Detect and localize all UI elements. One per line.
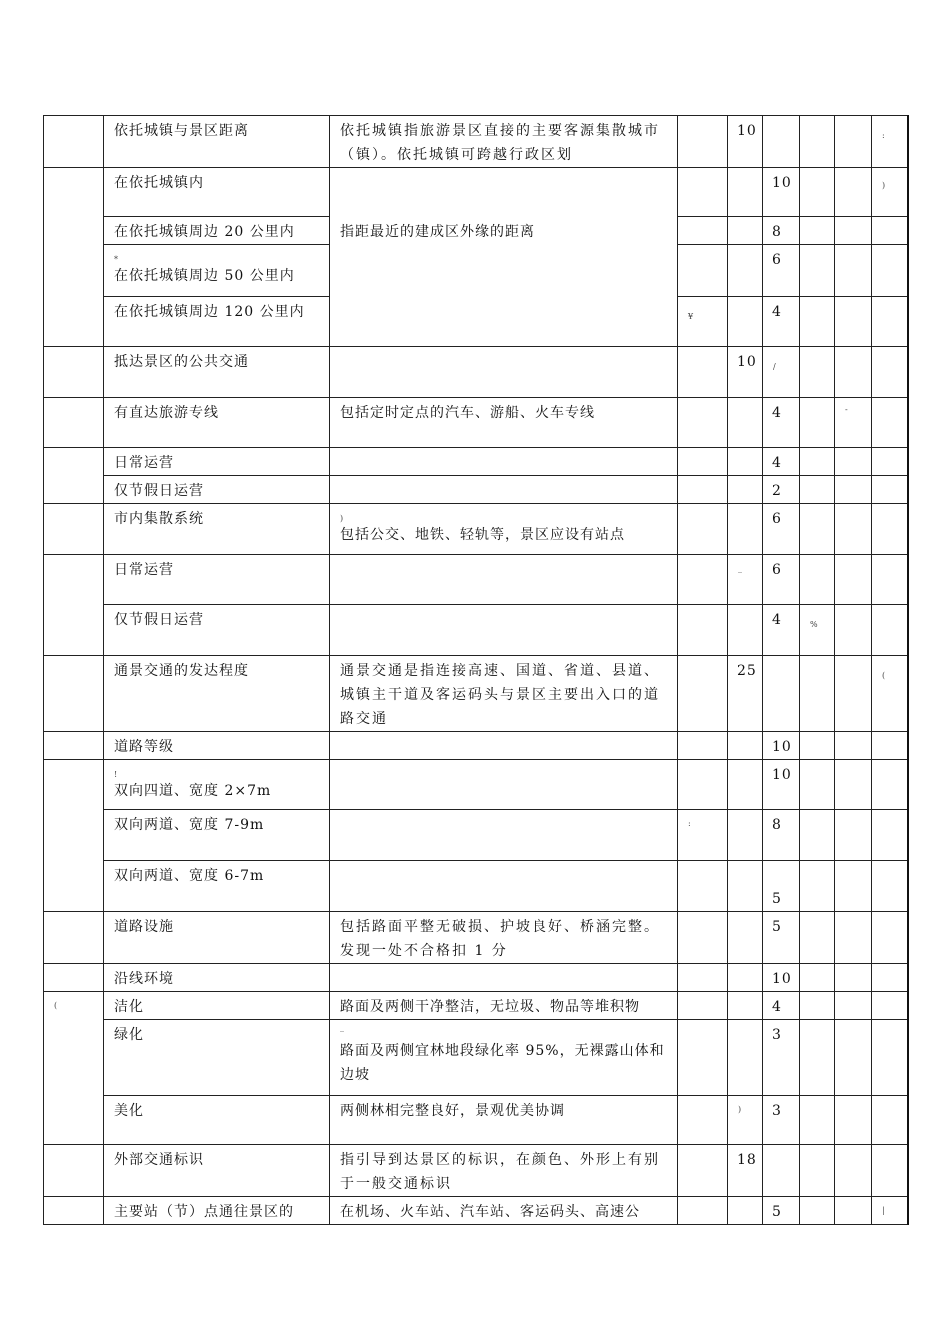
item-cell: 道路等级 bbox=[104, 732, 330, 760]
stray-mark: : bbox=[882, 131, 886, 140]
item-cell: 在依托城镇周边 120 公里内 bbox=[104, 297, 330, 347]
description-cell: 路面及两侧干净整洁，无垃圾、物品等堆积物 bbox=[330, 992, 678, 1020]
description-cell bbox=[330, 448, 678, 476]
score-cell: 10 bbox=[763, 964, 800, 992]
item-cell: 主要站（节）点通往景区的 bbox=[104, 1197, 330, 1225]
table-row bbox=[44, 448, 908, 476]
stray-mark: | bbox=[882, 1206, 886, 1215]
stray-mark: % bbox=[810, 620, 819, 629]
table-row bbox=[44, 555, 908, 605]
item-cell: 沿线环境 bbox=[104, 964, 330, 992]
description-cell: 两侧林相完整良好，景观优美协调 bbox=[330, 1096, 678, 1145]
description-cell bbox=[330, 347, 678, 398]
stray-mark: ¥ bbox=[688, 312, 695, 321]
stray-mark: ( bbox=[54, 1001, 59, 1010]
score-cell: 3 bbox=[763, 1020, 800, 1096]
scoring-table bbox=[43, 115, 909, 1225]
table-row bbox=[44, 1197, 908, 1225]
score-cell: 4 bbox=[763, 448, 800, 476]
table-row bbox=[44, 398, 908, 448]
description-cell: 通景交通是指连接高速、国道、省道、县道、城镇主干道及客运码头与景区主要出入口的道路交通 bbox=[330, 656, 678, 732]
description-cell bbox=[330, 861, 678, 912]
stray-mark: ) bbox=[340, 514, 345, 523]
table-row bbox=[44, 912, 908, 964]
score-cell: 10 bbox=[763, 168, 800, 217]
item-cell: 双向两道、宽度 6-7m bbox=[104, 861, 330, 912]
score-cell: 10 bbox=[763, 732, 800, 760]
stray-mark: / bbox=[773, 362, 777, 371]
description-cell bbox=[330, 732, 678, 760]
score-cell: 8 bbox=[763, 217, 800, 245]
stray-mark: ( bbox=[882, 671, 887, 680]
score-cell: 6 bbox=[763, 555, 800, 605]
table-row bbox=[44, 732, 908, 760]
score-cell: 5 bbox=[763, 861, 800, 912]
description-cell: 依托城镇指旅游景区直接的主要客源集散城市（镇）。依托城镇可跨越行政区划 bbox=[330, 116, 678, 168]
score-cell: 6 bbox=[763, 245, 800, 297]
stray-mark: ) bbox=[738, 1105, 743, 1114]
description-cell: 路面及两侧宜林地段绿化率 95%，无裸露山体和边坡 bbox=[340, 1043, 665, 1083]
description-cell bbox=[330, 760, 678, 810]
table-row bbox=[44, 1145, 908, 1197]
table-row bbox=[44, 347, 908, 398]
description-cell bbox=[330, 964, 678, 992]
table-row bbox=[44, 1096, 908, 1145]
score-cell: 10 bbox=[728, 116, 763, 168]
item-cell: 依托城镇与景区距离 bbox=[104, 116, 330, 168]
item-cell: 仅节假日运营 bbox=[104, 476, 330, 504]
score-cell: 5 bbox=[763, 912, 800, 964]
score-cell: 8 bbox=[763, 810, 800, 861]
table-row bbox=[44, 116, 908, 168]
stray-mark: - bbox=[845, 405, 849, 414]
score-cell: 10 bbox=[763, 760, 800, 810]
item-cell: 在依托城镇内 bbox=[104, 168, 330, 217]
score-cell: 4 bbox=[763, 992, 800, 1020]
table-row bbox=[44, 861, 908, 912]
item-cell: 洁化 bbox=[104, 992, 330, 1020]
item-cell: 双向四道、宽度 2×7m bbox=[114, 783, 272, 799]
table-row bbox=[44, 1020, 908, 1096]
item-cell: 市内集散系统 bbox=[104, 504, 330, 555]
table-row bbox=[44, 656, 908, 732]
item-cell: 仅节假日运营 bbox=[104, 605, 330, 656]
item-cell: 在依托城镇周边 20 公里内 bbox=[104, 217, 330, 245]
description-cell: 指引导到达景区的标识，在颜色、外形上有别于一般交通标识 bbox=[330, 1145, 678, 1197]
stray-mark: : bbox=[688, 819, 692, 828]
table-row bbox=[44, 605, 908, 656]
score-cell: 2 bbox=[763, 476, 800, 504]
description-cell: 包括公交、地铁、轻轨等，景区应设有站点 bbox=[340, 527, 625, 543]
description-cell bbox=[330, 476, 678, 504]
description-cell: 包括定时定点的汽车、游船、火车专线 bbox=[330, 398, 678, 448]
description-cell bbox=[330, 605, 678, 656]
item-cell: 有直达旅游专线 bbox=[104, 398, 330, 448]
score-cell: 25 bbox=[728, 656, 763, 732]
stray-mark: ! bbox=[114, 770, 119, 779]
item-cell: 外部交通标识 bbox=[104, 1145, 330, 1197]
item-cell: 双向两道、宽度 7-9m bbox=[104, 810, 330, 861]
description-cell: 在机场、火车站、汽车站、客运码头、高速公 bbox=[330, 1197, 678, 1225]
score-cell: 4 bbox=[763, 398, 800, 448]
item-cell: 道路设施 bbox=[104, 912, 330, 964]
item-cell: 抵达景区的公共交通 bbox=[104, 347, 330, 398]
description-cell: 指距最近的建成区外缘的距离 bbox=[330, 168, 678, 347]
table-row bbox=[44, 760, 908, 810]
table-row bbox=[44, 476, 908, 504]
table-row bbox=[44, 992, 908, 1020]
score-cell: 6 bbox=[763, 504, 800, 555]
score-cell: 18 bbox=[728, 1145, 763, 1197]
score-cell: 3 bbox=[763, 1096, 800, 1145]
table-row bbox=[44, 964, 908, 992]
item-cell: 美化 bbox=[104, 1096, 330, 1145]
description-cell bbox=[330, 810, 678, 861]
table-row bbox=[44, 168, 908, 217]
item-cell: 绿化 bbox=[104, 1020, 330, 1096]
stray-mark: ) bbox=[882, 181, 887, 190]
description-cell: 包括路面平整无破损、护坡良好、桥涵完整。发现一处不合格扣 1 分 bbox=[330, 912, 678, 964]
stray-mark: _ bbox=[738, 564, 743, 573]
item-cell: 在依托城镇周边 50 公里内 bbox=[114, 268, 295, 284]
stray-mark: * bbox=[114, 255, 119, 264]
table-row bbox=[44, 504, 908, 555]
score-cell: 10 bbox=[728, 347, 763, 398]
score-cell: 4 bbox=[763, 605, 800, 656]
score-cell: 5 bbox=[763, 1197, 800, 1225]
item-cell: 日常运营 bbox=[104, 555, 330, 605]
score-cell: 4 bbox=[763, 297, 800, 347]
description-cell bbox=[330, 555, 678, 605]
item-cell: 日常运营 bbox=[104, 448, 330, 476]
table-row bbox=[44, 810, 908, 861]
item-cell: 通景交通的发达程度 bbox=[104, 656, 330, 732]
stray-mark: _ bbox=[340, 1023, 345, 1032]
